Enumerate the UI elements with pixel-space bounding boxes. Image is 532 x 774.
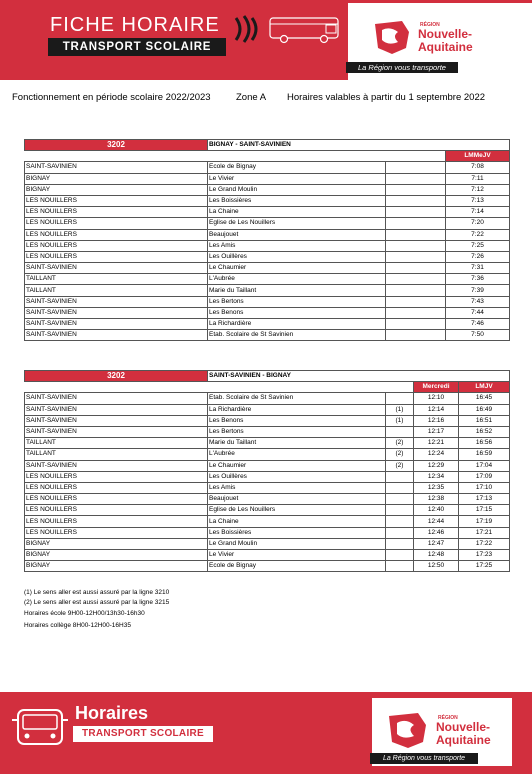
signal-waves-icon: [232, 14, 272, 44]
commune-cell: LES NOUILLERS: [25, 505, 208, 516]
logo-region-label: RÉGION: [420, 22, 440, 28]
table-row: [25, 438, 510, 449]
table-row: [25, 449, 510, 460]
time-cell: 12:46: [414, 527, 459, 538]
stop-cell: Les Boissières: [208, 527, 386, 538]
footnote: Horaires école 9H00-12H00/13h30-16h30: [24, 609, 145, 617]
stop-cell: Marie du Taillant: [208, 285, 386, 296]
commune-cell: SAINT-SAVINIEN: [25, 263, 208, 274]
time-cell: 16:52: [459, 426, 510, 437]
stop-cell: Les Amis: [208, 240, 386, 251]
commune-cell: BIGNAY: [25, 173, 208, 184]
footer-title: Horaires: [75, 703, 149, 723]
wednesday-header: Mercredi: [414, 382, 459, 393]
time-cell: 12:16: [414, 415, 459, 426]
fiche-subtitle: TRANSPORT SCOLAIRE: [48, 38, 226, 56]
stop-cell: Beaujouet: [208, 229, 386, 240]
table-row: [25, 263, 510, 274]
region-emblem-icon: [372, 18, 412, 56]
time-cell: 7:44: [446, 307, 510, 318]
note-cell: [386, 319, 446, 330]
time-cell: 7:08: [446, 162, 510, 173]
time-cell: 16:45: [459, 393, 510, 404]
table-row: [25, 516, 510, 527]
commune-cell: LES NOUILLERS: [25, 471, 208, 482]
footnote: (2) Le sens aller est aussi assuré par la ligne 3215: [24, 599, 170, 607]
stop-cell: La Richardière: [208, 319, 386, 330]
logo-name-line1: Nouvelle-: [436, 720, 491, 734]
time-cell: 17:22: [459, 538, 510, 549]
stop-cell: Le Chaumier: [208, 263, 386, 274]
region-emblem-icon: [386, 710, 430, 750]
commune-cell: LES NOUILLERS: [25, 240, 208, 251]
table-row: [25, 162, 510, 173]
stop-cell: Ecole de Bignay: [208, 561, 386, 572]
time-cell: 12:10: [414, 393, 459, 404]
time-cell: 17:10: [459, 482, 510, 493]
commune-cell: LES NOUILLERS: [25, 195, 208, 206]
logo-tagline: La Région vous transporte: [346, 62, 458, 73]
commune-cell: LES NOUILLERS: [25, 494, 208, 505]
stop-cell: Les Ouillères: [208, 471, 386, 482]
time-cell: 12:24: [414, 449, 459, 460]
table-row: [25, 482, 510, 493]
note-cell: [386, 240, 446, 251]
commune-cell: BIGNAY: [25, 538, 208, 549]
table-row: [25, 404, 510, 415]
table-row: [25, 538, 510, 549]
stop-cell: Le Grand Moulin: [208, 184, 386, 195]
time-cell: 7:43: [446, 296, 510, 307]
note-cell: [386, 162, 446, 173]
zone-info: Zone A: [236, 92, 267, 103]
stop-cell: La Chaine: [208, 516, 386, 527]
note-cell: [386, 516, 414, 527]
time-cell: 12:17: [414, 426, 459, 437]
note-cell: (2): [386, 460, 414, 471]
footnote: Horaires collège 8H00-12H00-16H35: [24, 622, 131, 629]
note-cell: [386, 218, 446, 229]
commune-cell: BIGNAY: [25, 184, 208, 195]
commune-cell: TAILLANT: [25, 438, 208, 449]
time-cell: 16:49: [459, 404, 510, 415]
stop-cell: Marie du Taillant: [208, 438, 386, 449]
schedule-table-outbound: [24, 139, 510, 341]
note-cell: [386, 251, 446, 262]
commune-cell: SAINT-SAVINIEN: [25, 393, 208, 404]
note-cell: [386, 184, 446, 195]
period-info: Fonctionnement en période scolaire 2022/2023: [12, 92, 211, 103]
table-row: [25, 207, 510, 218]
time-cell: 12:35: [414, 482, 459, 493]
commune-cell: LES NOUILLERS: [25, 482, 208, 493]
time-cell: 12:29: [414, 460, 459, 471]
commune-cell: LES NOUILLERS: [25, 229, 208, 240]
table-row: [25, 494, 510, 505]
note-cell: [386, 393, 414, 404]
time-cell: 17:13: [459, 494, 510, 505]
stop-cell: Les Amis: [208, 482, 386, 493]
stop-cell: Beaujouet: [208, 494, 386, 505]
time-cell: 17:15: [459, 505, 510, 516]
commune-cell: SAINT-SAVINIEN: [25, 162, 208, 173]
table-row: [25, 471, 510, 482]
table-row: [25, 330, 510, 341]
table-row: [25, 561, 510, 572]
time-cell: 12:47: [414, 538, 459, 549]
table-row: [25, 296, 510, 307]
stop-cell: Etab. Scolaire de St Savinien: [208, 330, 386, 341]
note-cell: [386, 195, 446, 206]
days-header: LMMeJV: [446, 151, 510, 162]
stop-cell: Le Chaumier: [208, 460, 386, 471]
time-cell: 17:04: [459, 460, 510, 471]
stop-cell: Les Bertons: [208, 426, 386, 437]
schedule-table-return: [24, 370, 510, 572]
commune-cell: SAINT-SAVINIEN: [25, 307, 208, 318]
time-cell: 17:19: [459, 516, 510, 527]
time-cell: 7:14: [446, 207, 510, 218]
stop-cell: Les Benons: [208, 307, 386, 318]
note-cell: [386, 561, 414, 572]
table-row: [25, 251, 510, 262]
time-cell: 7:36: [446, 274, 510, 285]
footnotes: [24, 588, 169, 619]
time-cell: 7:13: [446, 195, 510, 206]
time-cell: 12:21: [414, 438, 459, 449]
table-row: [25, 274, 510, 285]
note-cell: [386, 494, 414, 505]
table-row: [25, 550, 510, 561]
stop-cell: Le Vivier: [208, 173, 386, 184]
time-cell: 16:51: [459, 415, 510, 426]
time-cell: 7:50: [446, 330, 510, 341]
stop-cell: Le Vivier: [208, 550, 386, 561]
commune-cell: SAINT-SAVINIEN: [25, 296, 208, 307]
table-row: [25, 505, 510, 516]
note-cell: [386, 274, 446, 285]
table-row: [25, 307, 510, 318]
time-cell: 16:56: [459, 438, 510, 449]
time-cell: 7:22: [446, 229, 510, 240]
note-cell: (2): [386, 438, 414, 449]
time-cell: 7:26: [446, 251, 510, 262]
table-row: [25, 426, 510, 437]
table-row: [25, 240, 510, 251]
note-cell: [386, 426, 414, 437]
route-name: SAINT-SAVINIEN - BIGNAY: [208, 371, 510, 382]
stop-cell: Les Benons: [208, 415, 386, 426]
table-row: [25, 173, 510, 184]
time-cell: 12:48: [414, 550, 459, 561]
note-cell: [386, 538, 414, 549]
commune-cell: LES NOUILLERS: [25, 218, 208, 229]
table-row: [25, 393, 510, 404]
commune-cell: SAINT-SAVINIEN: [25, 330, 208, 341]
time-cell: 12:14: [414, 404, 459, 415]
note-cell: [386, 330, 446, 341]
bus-front-icon: [10, 706, 70, 750]
footnote: (1) Le sens aller est aussi assuré par la ligne 3210: [24, 589, 170, 596]
time-cell: 16:59: [459, 449, 510, 460]
stop-cell: Etab. Scolaire de St Savinien: [208, 393, 386, 404]
note-cell: [386, 527, 414, 538]
time-cell: 12:38: [414, 494, 459, 505]
time-cell: 17:23: [459, 550, 510, 561]
note-cell: (2): [386, 449, 414, 460]
time-cell: 7:46: [446, 319, 510, 330]
stop-cell: Les Boissières: [208, 195, 386, 206]
footer-subtitle: TRANSPORT SCOLAIRE: [73, 726, 213, 742]
table-row: [25, 229, 510, 240]
note-cell: [386, 285, 446, 296]
note-cell: (1): [386, 415, 414, 426]
note-cell: [386, 207, 446, 218]
table-row: [25, 415, 510, 426]
table-row: [25, 460, 510, 471]
time-cell: 12:40: [414, 505, 459, 516]
time-cell: 12:44: [414, 516, 459, 527]
time-cell: 7:39: [446, 285, 510, 296]
line-number: 3202: [25, 371, 208, 382]
commune-cell: SAINT-SAVINIEN: [25, 460, 208, 471]
stop-cell: L'Aubrée: [208, 449, 386, 460]
commune-cell: SAINT-SAVINIEN: [25, 404, 208, 415]
note-cell: [386, 229, 446, 240]
commune-cell: SAINT-SAVINIEN: [25, 426, 208, 437]
note-cell: [386, 263, 446, 274]
stop-cell: Eglise de Les Nouillers: [208, 218, 386, 229]
commune-cell: TAILLANT: [25, 449, 208, 460]
bus-icon: [268, 14, 342, 44]
commune-cell: LES NOUILLERS: [25, 516, 208, 527]
table-row: [25, 527, 510, 538]
time-cell: 17:21: [459, 527, 510, 538]
fiche-title: FICHE HORAIRE: [50, 14, 220, 36]
commune-cell: SAINT-SAVINIEN: [25, 319, 208, 330]
table-row: [25, 319, 510, 330]
commune-cell: TAILLANT: [25, 285, 208, 296]
time-cell: 17:09: [459, 471, 510, 482]
lmjv-header: LMJV: [459, 382, 510, 393]
stop-cell: Eglise de Les Nouillers: [208, 505, 386, 516]
time-cell: 7:20: [446, 218, 510, 229]
logo-name-line2: Aquitaine: [436, 733, 491, 747]
time-cell: 17:25: [459, 561, 510, 572]
time-cell: 7:11: [446, 173, 510, 184]
route-name: BIGNAY - SAINT-SAVINIEN: [208, 140, 510, 151]
commune-cell: SAINT-SAVINIEN: [25, 415, 208, 426]
table-row: [25, 195, 510, 206]
table-row: [25, 285, 510, 296]
commune-cell: LES NOUILLERS: [25, 207, 208, 218]
time-cell: 12:34: [414, 471, 459, 482]
stop-cell: La Richardière: [208, 404, 386, 415]
note-cell: [386, 482, 414, 493]
note-cell: [386, 471, 414, 482]
note-cell: [386, 173, 446, 184]
logo-tagline: La Région vous transporte: [370, 753, 478, 764]
note-cell: [386, 550, 414, 561]
table-row: [25, 218, 510, 229]
commune-cell: BIGNAY: [25, 561, 208, 572]
stop-cell: L'Aubrée: [208, 274, 386, 285]
note-cell: [386, 296, 446, 307]
commune-cell: LES NOUILLERS: [25, 251, 208, 262]
logo-region-label: RÉGION: [438, 715, 458, 721]
line-number: 3202: [25, 140, 208, 151]
time-cell: 7:12: [446, 184, 510, 195]
note-cell: [386, 505, 414, 516]
commune-cell: BIGNAY: [25, 550, 208, 561]
note-cell: [386, 307, 446, 318]
stop-cell: Ecole de Bignay: [208, 162, 386, 173]
stop-cell: Les Bertons: [208, 296, 386, 307]
table-row: [25, 184, 510, 195]
time-cell: 12:50: [414, 561, 459, 572]
stop-cell: Le Grand Moulin: [208, 538, 386, 549]
time-cell: 7:31: [446, 263, 510, 274]
commune-cell: TAILLANT: [25, 274, 208, 285]
logo-name-line2: Aquitaine: [418, 40, 473, 54]
note-cell: (1): [386, 404, 414, 415]
logo-name-line1: Nouvelle-: [418, 27, 473, 41]
time-cell: 7:25: [446, 240, 510, 251]
commune-cell: LES NOUILLERS: [25, 527, 208, 538]
stop-cell: La Chaine: [208, 207, 386, 218]
validity-info: Horaires valables à partir du 1 septembre 2022: [287, 92, 486, 103]
stop-cell: Les Ouillères: [208, 251, 386, 262]
